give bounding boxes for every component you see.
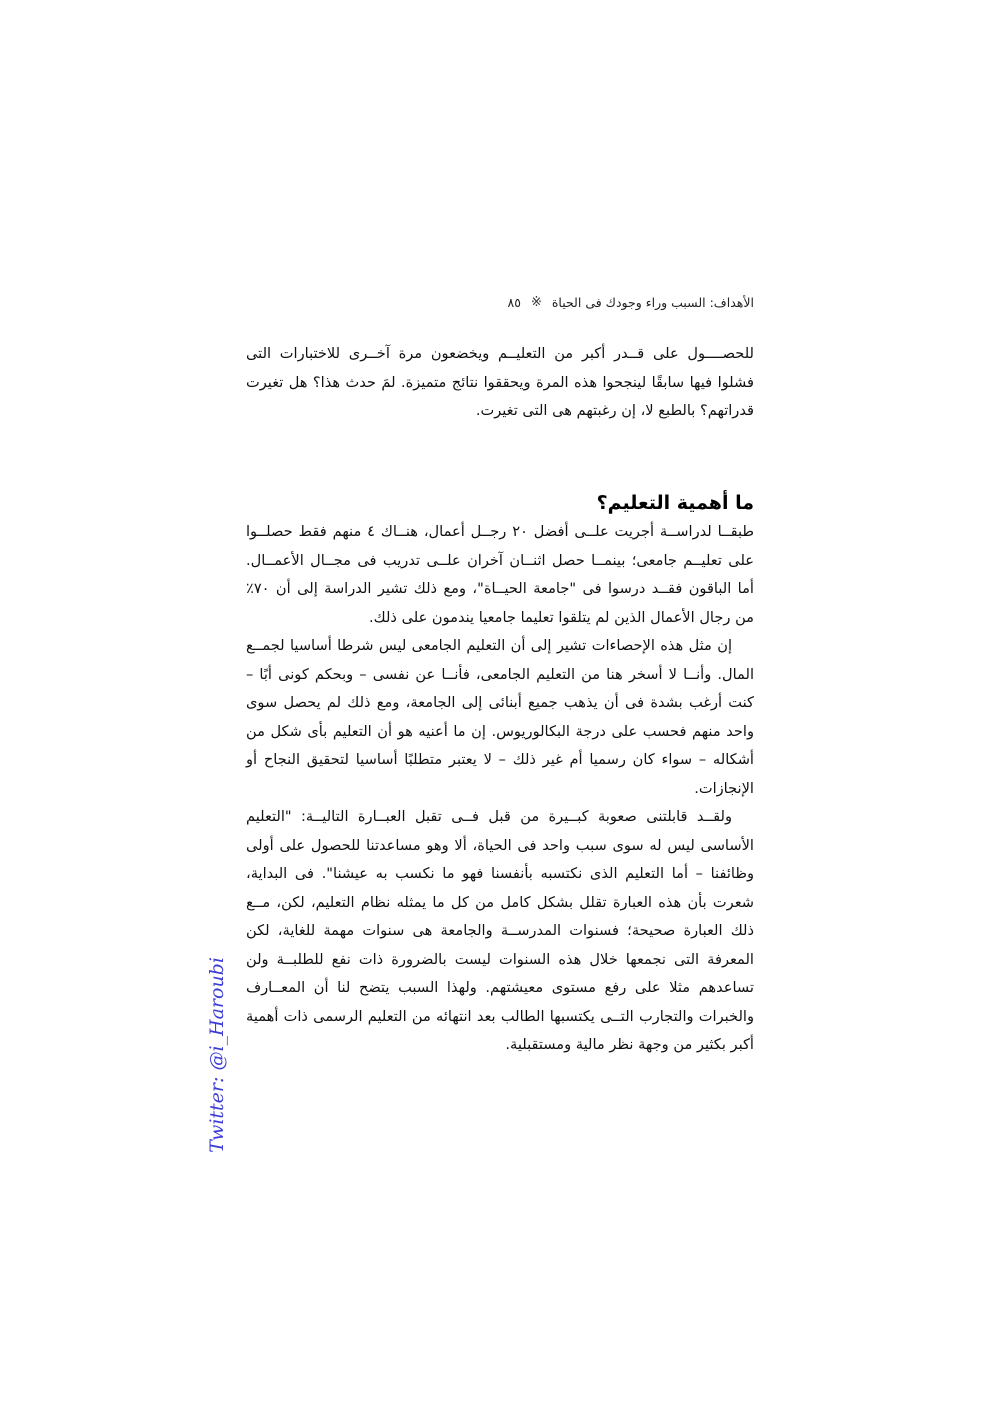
ornament-icon: ※ <box>530 294 542 310</box>
section-heading: ما أهمية التعليم؟ <box>596 491 754 514</box>
intro-paragraph: للحصــــول على قــدر أكبر من التعليــم ويخضعون مرة آخــرى للاختبارات التى فشلوا فيها سابقًا لينجحوا هذه المرة ويحققوا نتائج متميزة. لمَ حدث هذا؟ هل تغيرت قدراتهم؟ بالطبع لا، إن رغبتهم هى التى تغيرت. <box>246 345 754 419</box>
page-number: ٨٥ <box>507 294 521 310</box>
running-header <box>246 293 754 311</box>
body-paragraph: ولقــد قابلتنى صعوبة كبــيرة من قبل فــى تقبل العبــارة التاليــة: "التعليم الأساسى ليس له سوى سبب واحد فى الحياة، ألا وهو مساعدتنا للحصول على أولى وظائفنا – أما التعليم الذى نكتسبه بأنفسنا فهو ما نكسب به عيشنا". فى البداية، شعرت بأن هذه العبارة تقلل بشكل كامل من كل ما يمثله نظام التعليم، لكن، مــع ذلك العبارة صحيحة؛ فسنوات المدرســة والجامعة هى سنوات مهمة للغاية، لكن المعرفة التى نجمعها خلال هذه السنوات ليست بالضرورة ذات نفع للطلبــة ولن تساعدهم مثلا على رفع مستوى معيشتهم. ولهذا السبب يتضح لنا أن المعــارف والخبرات والتجارب التــى يكتسبها الطالب بعد انتهائه من التعليم الرسمى ذات أهمية أكبر بكثير من وجهة نظر مالية ومستقبلية. <box>246 808 754 1053</box>
watermark-text: Twitter: @i_Haroubi <box>206 957 228 1153</box>
section-body <box>246 518 754 1060</box>
running-title: الأهداف: السبب وراء وجودك فى الحياة <box>551 294 754 310</box>
twitter-watermark <box>202 957 232 1153</box>
body-paragraph: إن مثل هذه الإحصاءات تشير إلى أن التعليم الجامعى ليس شرطا أساسيا لجمــع المال. وأنــا لا أسخر هنا من التعليم الجامعى، فأنــا عن نفسى – وبحكم كونى أبًا – كنت أرغب بشدة فى أن يذهب جميع أبنائى إلى الجامعة، ومع ذلك لم يحصل سوى واحد منهم فحسب على درجة البكالوريوس. إن ما أعنيه هو أن التعليم بأى شكل من أشكاله – سواء كان رسميا أم غير ذلك – لا يعتبر متطلبًا أساسيا لتحقيق النجاح أو الإنجازات. <box>246 637 754 797</box>
intro-text <box>246 340 754 426</box>
body-paragraph: طبقــا لدراســة أجريت علــى أفضل ٢٠ رجــل أعمال، هنــاك ٤ منهم فقط حصلــوا على تعليــم جامعى؛ بينمــا حصل اثنــان آخران علــى تدريب فى مجــال الأعمــال. أما الباقون فقــد درسوا فى "جامعة الحيــاة"، ومع ذلك تشير الدراسة إلى أن ٧٠٪ من رجال الأعمال الذين لم يتلقوا تعليما جامعيا يندمون على ذلك. <box>246 523 754 626</box>
